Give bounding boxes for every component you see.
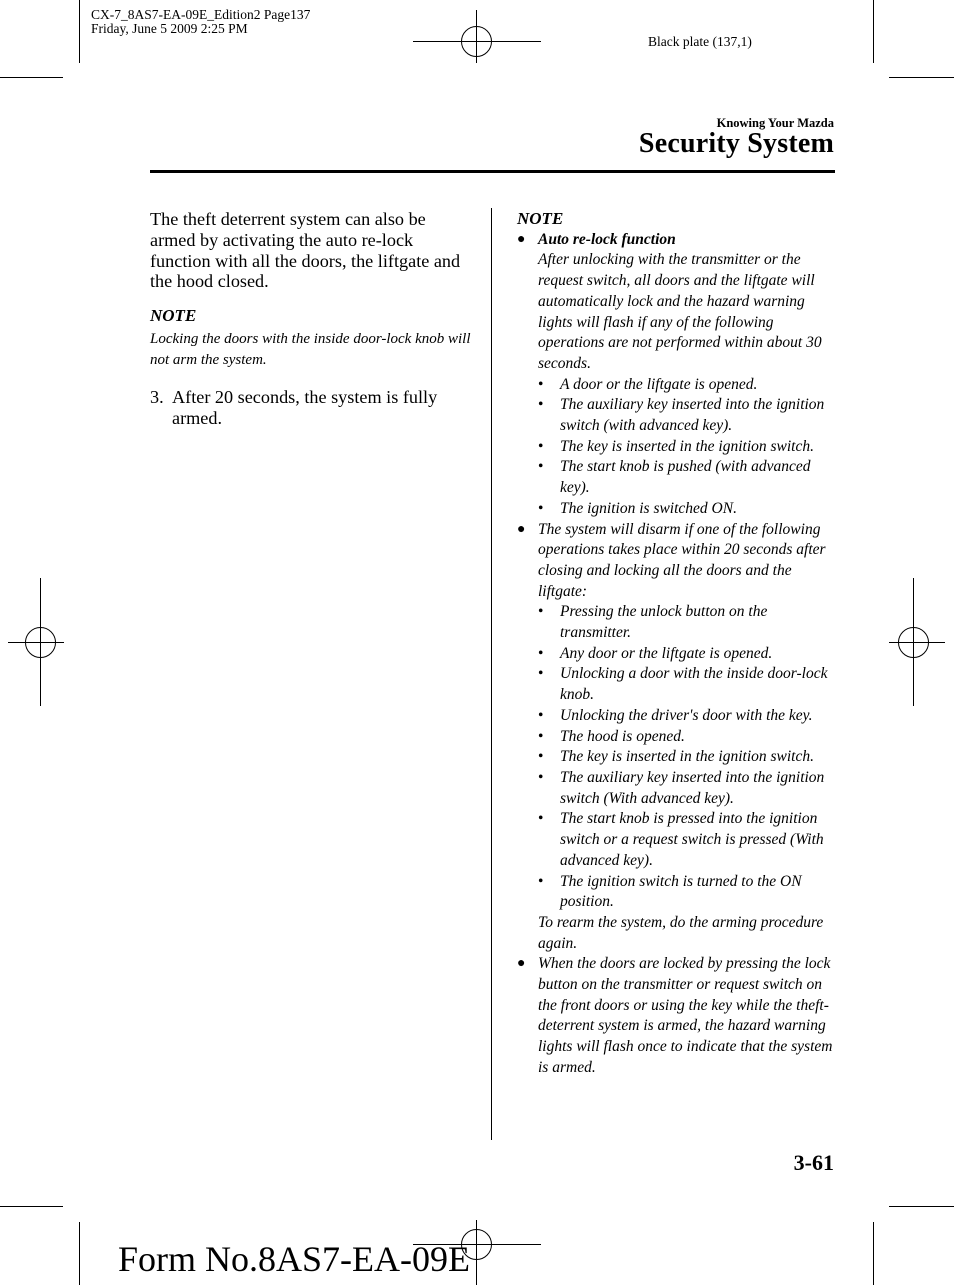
bullet-icon: ● xyxy=(517,231,526,247)
sub-bullet-icon: • xyxy=(538,665,544,683)
list-item: • The auxiliary key inserted into the ignition switch (with advanced key). xyxy=(538,396,825,435)
note-bullet-auto-relock xyxy=(517,230,842,520)
sub-bullet-icon: • xyxy=(538,396,544,414)
bullet-text: When the doors are locked by pressing the lock button on the transmitter or request switch on the front doors or using the key while the theft-deterrent system is armed, the hazard warning lights will flash once to indicate that the system is armed. xyxy=(538,955,833,1076)
list-item: • A door or the liftgate is opened. xyxy=(538,375,842,396)
right-column xyxy=(517,209,842,1079)
step-3 xyxy=(150,387,472,429)
print-file-line: CX-7_8AS7-EA-09E_Edition2 Page137 xyxy=(91,7,311,22)
sub-bullet-icon: • xyxy=(538,727,544,745)
header-rule xyxy=(150,170,835,173)
sub-bullet-icon: • xyxy=(538,603,544,621)
list-item: • The start knob is pushed (with advanced key). xyxy=(538,458,811,497)
list-item: • The hood is opened. xyxy=(538,727,842,748)
left-column xyxy=(150,209,472,428)
list-item: • Unlocking a door with the inside door-lock knob. xyxy=(538,665,828,704)
list-item: • The key is inserted in the ignition switch. xyxy=(538,437,842,458)
sub-bullet-icon: • xyxy=(538,644,544,662)
note-heading: NOTE xyxy=(150,306,197,326)
step-text: After 20 seconds, the system is fully armed. xyxy=(172,386,438,428)
sub-bullet-icon: • xyxy=(538,437,544,455)
section-label: Knowing Your Mazda xyxy=(716,116,834,130)
bullet-text: The system will disarm if one of the following operations takes place within 20 seconds after closing and locking all the doors and the liftgate: xyxy=(538,520,826,600)
sub-bullet-icon: • xyxy=(538,810,544,828)
sub-bullet-icon: • xyxy=(538,375,544,393)
sub-bullet-icon: • xyxy=(538,499,544,517)
sub-bullet-icon: • xyxy=(538,768,544,786)
list-item: • Unlocking the driver's door with the key. xyxy=(538,706,842,727)
page-number: 3-61 xyxy=(793,1150,834,1175)
sub-bullet-icon: • xyxy=(538,748,544,766)
intro-paragraph: The theft deterrent system can also be armed by activating the auto re-lock function with all the doors, the liftgate and the hood closed. xyxy=(150,209,461,292)
bullet-icon: ● xyxy=(517,521,526,537)
note-bullet-armed-flash xyxy=(517,954,842,1078)
bullet-icon: ● xyxy=(517,956,526,972)
column-divider xyxy=(491,208,492,1140)
bullet-title: Auto re-lock function xyxy=(538,230,676,248)
note-heading-right: NOTE xyxy=(517,209,564,228)
sub-list xyxy=(538,602,842,913)
list-item: • Any door or the liftgate is opened. xyxy=(538,644,842,665)
step-number: 3. xyxy=(150,386,164,407)
note-text: Locking the doors with the inside door-lock knob will not arm the system. xyxy=(150,331,471,368)
print-info xyxy=(91,8,310,36)
list-item: • The auxiliary key inserted into the ignition switch (With advanced key). xyxy=(538,768,825,807)
page-title: Security System xyxy=(638,128,834,159)
list-item: • The ignition switch is turned to the ON position. xyxy=(538,872,802,911)
print-date-line: Friday, June 5 2009 2:25 PM xyxy=(91,21,248,36)
list-item: • Pressing the unlock button on the transmitter. xyxy=(538,603,768,642)
sub-bullet-icon: • xyxy=(538,706,544,724)
note-bullet-disarm xyxy=(517,520,842,955)
form-number: Form No.8AS7-EA-09E xyxy=(118,1239,470,1279)
list-item: • The key is inserted in the ignition switch. xyxy=(538,747,842,768)
plate-label: Black plate (137,1) xyxy=(648,34,752,49)
rearm-text: To rearm the system, do the arming procedure again. xyxy=(538,913,824,952)
list-item: • The ignition is switched ON. xyxy=(538,499,842,520)
bullet-text: After unlocking with the transmitter or the request switch, all doors and the liftgate will automatically lock and the hazard warning lights will flash if any of the following operations are not performed within about 30 seconds. xyxy=(538,251,822,372)
sub-bullet-icon: • xyxy=(538,872,544,890)
sub-list xyxy=(538,375,842,520)
sub-bullet-icon: • xyxy=(538,458,544,476)
list-item: • The start knob is pressed into the ignition switch or a request switch is pressed (With advanced key). xyxy=(538,810,824,869)
